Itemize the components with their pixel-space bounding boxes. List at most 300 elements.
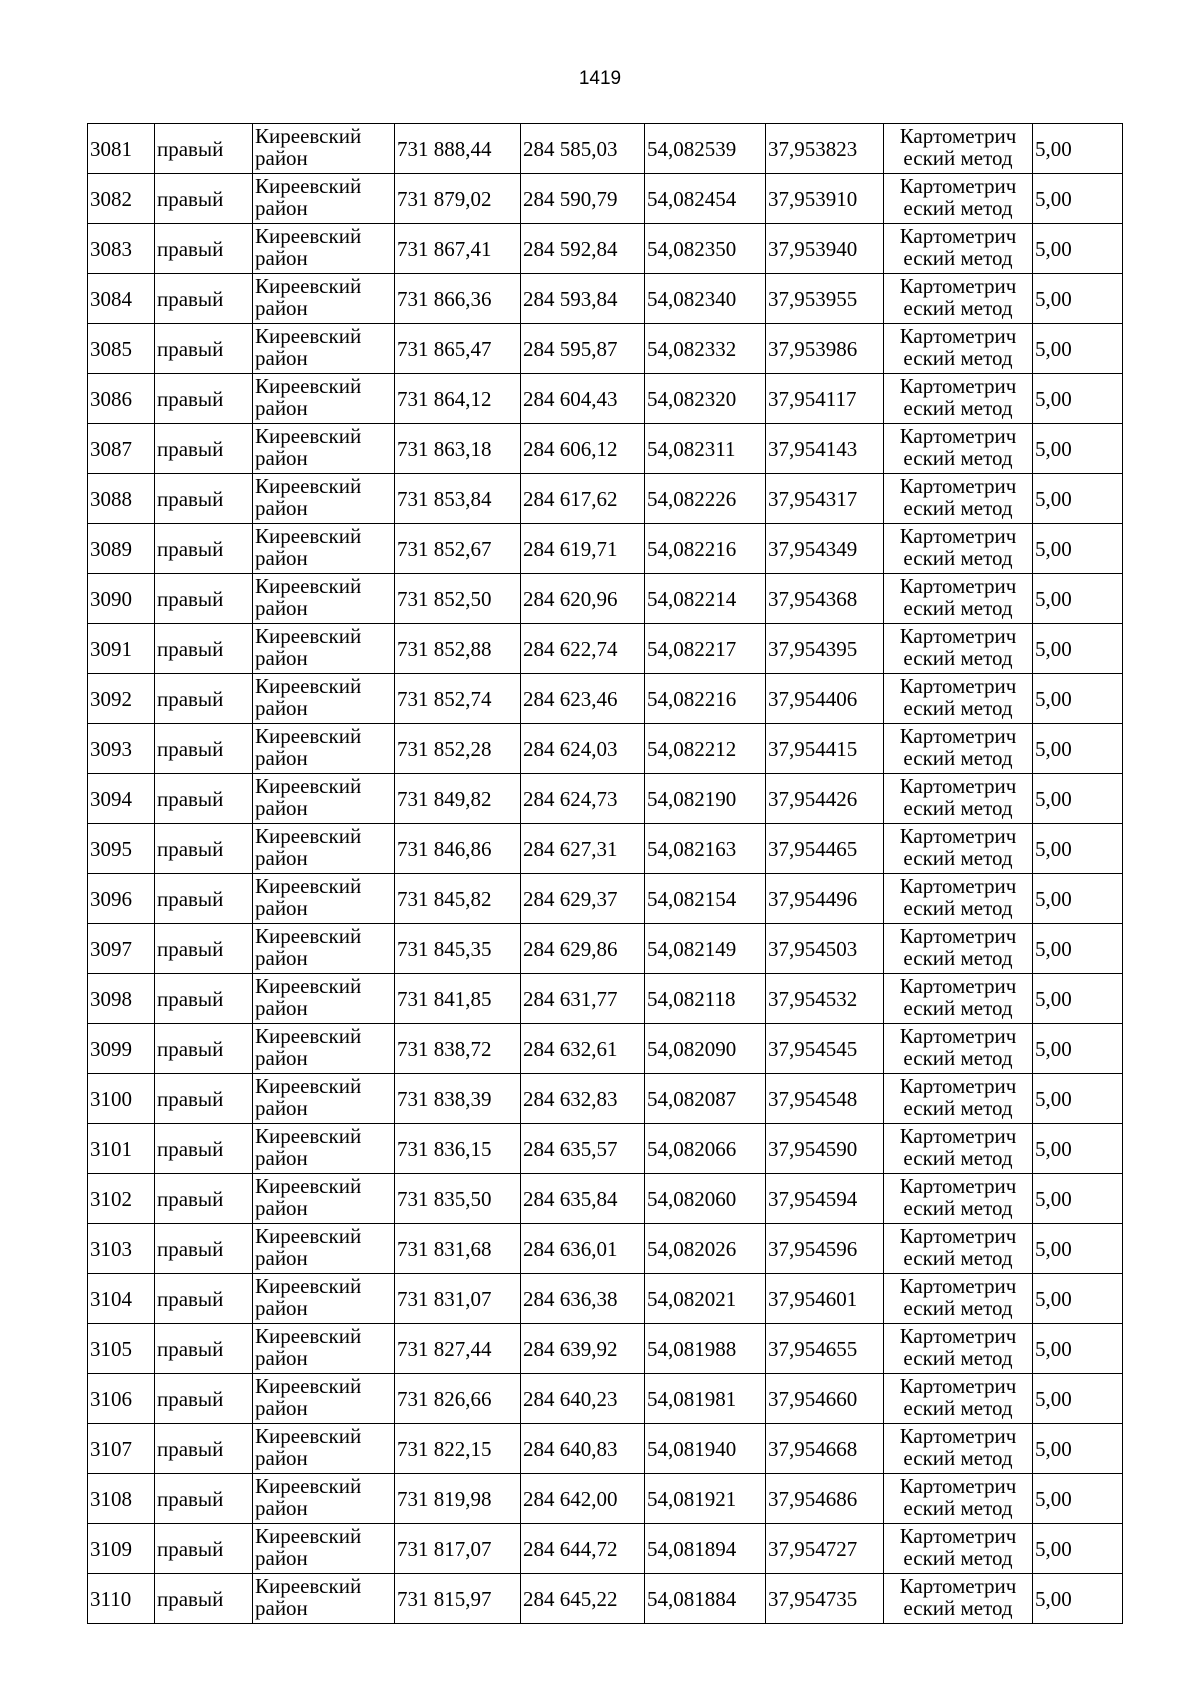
latitude-cell: 54,082190	[645, 774, 766, 824]
method-cell: Картометрич еский метод	[884, 1224, 1033, 1274]
accuracy-cell: 5,00	[1033, 1074, 1123, 1124]
y-coordinate-cell: 284 622,74	[521, 624, 645, 674]
longitude-cell: 37,954660	[766, 1374, 884, 1424]
bank-side-cell: правый	[155, 524, 253, 574]
point-number-cell: 3084	[88, 274, 155, 324]
accuracy-cell: 5,00	[1033, 1474, 1123, 1524]
table-row	[88, 1024, 1123, 1074]
bank-side-cell: правый	[155, 1374, 253, 1424]
longitude-cell: 37,954668	[766, 1424, 884, 1474]
y-coordinate-cell: 284 640,23	[521, 1374, 645, 1424]
y-coordinate-cell: 284 636,38	[521, 1274, 645, 1324]
y-coordinate-cell: 284 595,87	[521, 324, 645, 374]
table-row	[88, 1074, 1123, 1124]
bank-side-cell: правый	[155, 274, 253, 324]
latitude-cell: 54,082311	[645, 424, 766, 474]
method-cell: Картометрич еский метод	[884, 1574, 1033, 1624]
method-cell: Картометрич еский метод	[884, 374, 1033, 424]
district-cell: Киреевский район	[253, 1474, 395, 1524]
accuracy-cell: 5,00	[1033, 1274, 1123, 1324]
longitude-cell: 37,954590	[766, 1124, 884, 1174]
method-cell: Картометрич еский метод	[884, 1474, 1033, 1524]
longitude-cell: 37,953823	[766, 124, 884, 174]
district-cell: Киреевский район	[253, 524, 395, 574]
x-coordinate-cell: 731 865,47	[395, 324, 521, 374]
bank-side-cell: правый	[155, 474, 253, 524]
method-cell: Картометрич еский метод	[884, 874, 1033, 924]
point-number-cell: 3094	[88, 774, 155, 824]
accuracy-cell: 5,00	[1033, 624, 1123, 674]
latitude-cell: 54,082060	[645, 1174, 766, 1224]
bank-side-cell: правый	[155, 574, 253, 624]
accuracy-cell: 5,00	[1033, 224, 1123, 274]
district-cell: Киреевский район	[253, 1024, 395, 1074]
bank-side-cell: правый	[155, 174, 253, 224]
accuracy-cell: 5,00	[1033, 1174, 1123, 1224]
latitude-cell: 54,081894	[645, 1524, 766, 1574]
table-row	[88, 874, 1123, 924]
x-coordinate-cell: 731 864,12	[395, 374, 521, 424]
latitude-cell: 54,081884	[645, 1574, 766, 1624]
accuracy-cell: 5,00	[1033, 424, 1123, 474]
method-cell: Картометрич еский метод	[884, 574, 1033, 624]
bank-side-cell: правый	[155, 1124, 253, 1174]
table-row	[88, 1474, 1123, 1524]
longitude-cell: 37,954545	[766, 1024, 884, 1074]
bank-side-cell: правый	[155, 224, 253, 274]
bank-side-cell: правый	[155, 674, 253, 724]
x-coordinate-cell: 731 841,85	[395, 974, 521, 1024]
method-cell: Картометрич еский метод	[884, 674, 1033, 724]
district-cell: Киреевский район	[253, 974, 395, 1024]
table-row	[88, 474, 1123, 524]
latitude-cell: 54,082350	[645, 224, 766, 274]
table-row	[88, 374, 1123, 424]
point-number-cell: 3110	[88, 1574, 155, 1624]
table-row	[88, 924, 1123, 974]
longitude-cell: 37,954406	[766, 674, 884, 724]
accuracy-cell: 5,00	[1033, 274, 1123, 324]
latitude-cell: 54,082149	[645, 924, 766, 974]
x-coordinate-cell: 731 826,66	[395, 1374, 521, 1424]
x-coordinate-cell: 731 845,35	[395, 924, 521, 974]
y-coordinate-cell: 284 635,84	[521, 1174, 645, 1224]
point-number-cell: 3090	[88, 574, 155, 624]
district-cell: Киреевский район	[253, 1124, 395, 1174]
bank-side-cell: правый	[155, 1574, 253, 1624]
district-cell: Киреевский район	[253, 324, 395, 374]
point-number-cell: 3101	[88, 1124, 155, 1174]
y-coordinate-cell: 284 629,86	[521, 924, 645, 974]
bank-side-cell: правый	[155, 1274, 253, 1324]
longitude-cell: 37,954395	[766, 624, 884, 674]
district-cell: Киреевский район	[253, 674, 395, 724]
x-coordinate-cell: 731 852,88	[395, 624, 521, 674]
method-cell: Картометрич еский метод	[884, 824, 1033, 874]
longitude-cell: 37,954596	[766, 1224, 884, 1274]
x-coordinate-cell: 731 852,74	[395, 674, 521, 724]
method-cell: Картометрич еский метод	[884, 474, 1033, 524]
longitude-cell: 37,954594	[766, 1174, 884, 1224]
point-number-cell: 3109	[88, 1524, 155, 1574]
latitude-cell: 54,082087	[645, 1074, 766, 1124]
longitude-cell: 37,954496	[766, 874, 884, 924]
method-cell: Картометрич еский метод	[884, 774, 1033, 824]
method-cell: Картометрич еский метод	[884, 524, 1033, 574]
table-row	[88, 224, 1123, 274]
longitude-cell: 37,954317	[766, 474, 884, 524]
x-coordinate-cell: 731 866,36	[395, 274, 521, 324]
district-cell: Киреевский район	[253, 624, 395, 674]
x-coordinate-cell: 731 835,50	[395, 1174, 521, 1224]
x-coordinate-cell: 731 831,07	[395, 1274, 521, 1324]
table-row	[88, 1174, 1123, 1224]
district-cell: Киреевский район	[253, 224, 395, 274]
accuracy-cell: 5,00	[1033, 174, 1123, 224]
x-coordinate-cell: 731 852,50	[395, 574, 521, 624]
accuracy-cell: 5,00	[1033, 1374, 1123, 1424]
point-number-cell: 3103	[88, 1224, 155, 1274]
bank-side-cell: правый	[155, 1074, 253, 1124]
longitude-cell: 37,954548	[766, 1074, 884, 1124]
method-cell: Картометрич еский метод	[884, 724, 1033, 774]
latitude-cell: 54,081981	[645, 1374, 766, 1424]
bank-side-cell: правый	[155, 974, 253, 1024]
district-cell: Киреевский район	[253, 1524, 395, 1574]
latitude-cell: 54,082332	[645, 324, 766, 374]
accuracy-cell: 5,00	[1033, 324, 1123, 374]
longitude-cell: 37,954426	[766, 774, 884, 824]
longitude-cell: 37,954727	[766, 1524, 884, 1574]
point-number-cell: 3106	[88, 1374, 155, 1424]
x-coordinate-cell: 731 863,18	[395, 424, 521, 474]
y-coordinate-cell: 284 632,83	[521, 1074, 645, 1124]
latitude-cell: 54,081988	[645, 1324, 766, 1374]
accuracy-cell: 5,00	[1033, 1024, 1123, 1074]
longitude-cell: 37,954601	[766, 1274, 884, 1324]
district-cell: Киреевский район	[253, 124, 395, 174]
accuracy-cell: 5,00	[1033, 924, 1123, 974]
longitude-cell: 37,953910	[766, 174, 884, 224]
method-cell: Картометрич еский метод	[884, 624, 1033, 674]
x-coordinate-cell: 731 853,84	[395, 474, 521, 524]
accuracy-cell: 5,00	[1033, 1524, 1123, 1574]
latitude-cell: 54,082163	[645, 824, 766, 874]
y-coordinate-cell: 284 617,62	[521, 474, 645, 524]
district-cell: Киреевский район	[253, 1374, 395, 1424]
y-coordinate-cell: 284 629,37	[521, 874, 645, 924]
latitude-cell: 54,082454	[645, 174, 766, 224]
district-cell: Киреевский район	[253, 874, 395, 924]
accuracy-cell: 5,00	[1033, 974, 1123, 1024]
accuracy-cell: 5,00	[1033, 1124, 1123, 1174]
district-cell: Киреевский район	[253, 824, 395, 874]
table-row	[88, 674, 1123, 724]
table-row	[88, 1124, 1123, 1174]
bank-side-cell: правый	[155, 1524, 253, 1574]
point-number-cell: 3093	[88, 724, 155, 774]
latitude-cell: 54,082216	[645, 524, 766, 574]
table-row	[88, 574, 1123, 624]
method-cell: Картометрич еский метод	[884, 124, 1033, 174]
method-cell: Картометрич еский метод	[884, 424, 1033, 474]
accuracy-cell: 5,00	[1033, 1224, 1123, 1274]
y-coordinate-cell: 284 642,00	[521, 1474, 645, 1524]
point-number-cell: 3088	[88, 474, 155, 524]
y-coordinate-cell: 284 604,43	[521, 374, 645, 424]
longitude-cell: 37,954143	[766, 424, 884, 474]
x-coordinate-cell: 731 879,02	[395, 174, 521, 224]
x-coordinate-cell: 731 888,44	[395, 124, 521, 174]
x-coordinate-cell: 731 817,07	[395, 1524, 521, 1574]
point-number-cell: 3081	[88, 124, 155, 174]
accuracy-cell: 5,00	[1033, 524, 1123, 574]
y-coordinate-cell: 284 640,83	[521, 1424, 645, 1474]
table-row	[88, 1374, 1123, 1424]
longitude-cell: 37,954349	[766, 524, 884, 574]
longitude-cell: 37,953955	[766, 274, 884, 324]
table-row	[88, 1224, 1123, 1274]
page-number: 1419	[578, 68, 622, 89]
bank-side-cell: правый	[155, 1174, 253, 1224]
y-coordinate-cell: 284 632,61	[521, 1024, 645, 1074]
accuracy-cell: 5,00	[1033, 774, 1123, 824]
point-number-cell: 3092	[88, 674, 155, 724]
point-number-cell: 3097	[88, 924, 155, 974]
table-row	[88, 774, 1123, 824]
longitude-cell: 37,954465	[766, 824, 884, 874]
x-coordinate-cell: 731 831,68	[395, 1224, 521, 1274]
method-cell: Картометрич еский метод	[884, 274, 1033, 324]
accuracy-cell: 5,00	[1033, 1574, 1123, 1624]
x-coordinate-cell: 731 838,39	[395, 1074, 521, 1124]
y-coordinate-cell: 284 631,77	[521, 974, 645, 1024]
bank-side-cell: правый	[155, 1024, 253, 1074]
x-coordinate-cell: 731 846,86	[395, 824, 521, 874]
x-coordinate-cell: 731 822,15	[395, 1424, 521, 1474]
point-number-cell: 3082	[88, 174, 155, 224]
point-number-cell: 3099	[88, 1024, 155, 1074]
bank-side-cell: правый	[155, 774, 253, 824]
method-cell: Картометрич еский метод	[884, 1274, 1033, 1324]
x-coordinate-cell: 731 836,15	[395, 1124, 521, 1174]
point-number-cell: 3087	[88, 424, 155, 474]
method-cell: Картометрич еский метод	[884, 924, 1033, 974]
district-cell: Киреевский район	[253, 424, 395, 474]
latitude-cell: 54,082539	[645, 124, 766, 174]
longitude-cell: 37,953940	[766, 224, 884, 274]
y-coordinate-cell: 284 624,73	[521, 774, 645, 824]
accuracy-cell: 5,00	[1033, 374, 1123, 424]
coordinates-table	[87, 123, 1123, 1624]
longitude-cell: 37,954415	[766, 724, 884, 774]
district-cell: Киреевский район	[253, 574, 395, 624]
bank-side-cell: правый	[155, 324, 253, 374]
table-row	[88, 1324, 1123, 1374]
y-coordinate-cell: 284 635,57	[521, 1124, 645, 1174]
longitude-cell: 37,954368	[766, 574, 884, 624]
y-coordinate-cell: 284 590,79	[521, 174, 645, 224]
y-coordinate-cell: 284 624,03	[521, 724, 645, 774]
x-coordinate-cell: 731 867,41	[395, 224, 521, 274]
district-cell: Киреевский район	[253, 1174, 395, 1224]
table-row	[88, 1274, 1123, 1324]
table-row	[88, 174, 1123, 224]
bank-side-cell: правый	[155, 824, 253, 874]
x-coordinate-cell: 731 838,72	[395, 1024, 521, 1074]
district-cell: Киреевский район	[253, 1074, 395, 1124]
district-cell: Киреевский район	[253, 374, 395, 424]
point-number-cell: 3095	[88, 824, 155, 874]
district-cell: Киреевский район	[253, 774, 395, 824]
accuracy-cell: 5,00	[1033, 574, 1123, 624]
table-row	[88, 124, 1123, 174]
bank-side-cell: правый	[155, 924, 253, 974]
y-coordinate-cell: 284 620,96	[521, 574, 645, 624]
table-body	[88, 124, 1123, 1624]
accuracy-cell: 5,00	[1033, 474, 1123, 524]
y-coordinate-cell: 284 627,31	[521, 824, 645, 874]
district-cell: Киреевский район	[253, 1424, 395, 1474]
point-number-cell: 3100	[88, 1074, 155, 1124]
point-number-cell: 3105	[88, 1324, 155, 1374]
x-coordinate-cell: 731 819,98	[395, 1474, 521, 1524]
table-row	[88, 974, 1123, 1024]
longitude-cell: 37,954117	[766, 374, 884, 424]
district-cell: Киреевский район	[253, 724, 395, 774]
table-row	[88, 274, 1123, 324]
table-row	[88, 624, 1123, 674]
district-cell: Киреевский район	[253, 274, 395, 324]
table-row	[88, 824, 1123, 874]
method-cell: Картометрич еский метод	[884, 174, 1033, 224]
accuracy-cell: 5,00	[1033, 1324, 1123, 1374]
method-cell: Картометрич еский метод	[884, 1374, 1033, 1424]
x-coordinate-cell: 731 852,67	[395, 524, 521, 574]
district-cell: Киреевский район	[253, 1324, 395, 1374]
y-coordinate-cell: 284 645,22	[521, 1574, 645, 1624]
table-row	[88, 1524, 1123, 1574]
latitude-cell: 54,082217	[645, 624, 766, 674]
point-number-cell: 3107	[88, 1424, 155, 1474]
method-cell: Картометрич еский метод	[884, 1024, 1033, 1074]
latitude-cell: 54,082216	[645, 674, 766, 724]
point-number-cell: 3091	[88, 624, 155, 674]
longitude-cell: 37,954503	[766, 924, 884, 974]
table-row	[88, 524, 1123, 574]
x-coordinate-cell: 731 845,82	[395, 874, 521, 924]
district-cell: Киреевский район	[253, 1274, 395, 1324]
method-cell: Картометрич еский метод	[884, 324, 1033, 374]
latitude-cell: 54,081940	[645, 1424, 766, 1474]
latitude-cell: 54,082118	[645, 974, 766, 1024]
y-coordinate-cell: 284 644,72	[521, 1524, 645, 1574]
method-cell: Картометрич еский метод	[884, 1424, 1033, 1474]
bank-side-cell: правый	[155, 1324, 253, 1374]
method-cell: Картометрич еский метод	[884, 1524, 1033, 1574]
district-cell: Киреевский район	[253, 1574, 395, 1624]
accuracy-cell: 5,00	[1033, 124, 1123, 174]
method-cell: Картометрич еский метод	[884, 1324, 1033, 1374]
latitude-cell: 54,082026	[645, 1224, 766, 1274]
bank-side-cell: правый	[155, 724, 253, 774]
longitude-cell: 37,954686	[766, 1474, 884, 1524]
point-number-cell: 3086	[88, 374, 155, 424]
y-coordinate-cell: 284 623,46	[521, 674, 645, 724]
latitude-cell: 54,082226	[645, 474, 766, 524]
x-coordinate-cell: 731 815,97	[395, 1574, 521, 1624]
accuracy-cell: 5,00	[1033, 1424, 1123, 1474]
bank-side-cell: правый	[155, 1224, 253, 1274]
point-number-cell: 3089	[88, 524, 155, 574]
longitude-cell: 37,954735	[766, 1574, 884, 1624]
accuracy-cell: 5,00	[1033, 674, 1123, 724]
accuracy-cell: 5,00	[1033, 824, 1123, 874]
y-coordinate-cell: 284 639,92	[521, 1324, 645, 1374]
method-cell: Картометрич еский метод	[884, 1174, 1033, 1224]
latitude-cell: 54,082154	[645, 874, 766, 924]
point-number-cell: 3098	[88, 974, 155, 1024]
method-cell: Картометрич еский метод	[884, 1074, 1033, 1124]
x-coordinate-cell: 731 827,44	[395, 1324, 521, 1374]
y-coordinate-cell: 284 606,12	[521, 424, 645, 474]
y-coordinate-cell: 284 593,84	[521, 274, 645, 324]
district-cell: Киреевский район	[253, 1224, 395, 1274]
x-coordinate-cell: 731 849,82	[395, 774, 521, 824]
point-number-cell: 3083	[88, 224, 155, 274]
bank-side-cell: правый	[155, 1474, 253, 1524]
point-number-cell: 3085	[88, 324, 155, 374]
bank-side-cell: правый	[155, 874, 253, 924]
y-coordinate-cell: 284 592,84	[521, 224, 645, 274]
latitude-cell: 54,082212	[645, 724, 766, 774]
y-coordinate-cell: 284 619,71	[521, 524, 645, 574]
district-cell: Киреевский район	[253, 174, 395, 224]
latitude-cell: 54,082340	[645, 274, 766, 324]
point-number-cell: 3096	[88, 874, 155, 924]
latitude-cell: 54,081921	[645, 1474, 766, 1524]
table-row	[88, 1424, 1123, 1474]
point-number-cell: 3108	[88, 1474, 155, 1524]
latitude-cell: 54,082021	[645, 1274, 766, 1324]
y-coordinate-cell: 284 585,03	[521, 124, 645, 174]
table-row	[88, 1574, 1123, 1624]
bank-side-cell: правый	[155, 1424, 253, 1474]
point-number-cell: 3104	[88, 1274, 155, 1324]
table-row	[88, 424, 1123, 474]
latitude-cell: 54,082066	[645, 1124, 766, 1174]
x-coordinate-cell: 731 852,28	[395, 724, 521, 774]
longitude-cell: 37,954532	[766, 974, 884, 1024]
method-cell: Картометрич еский метод	[884, 224, 1033, 274]
longitude-cell: 37,953986	[766, 324, 884, 374]
table-row	[88, 324, 1123, 374]
point-number-cell: 3102	[88, 1174, 155, 1224]
district-cell: Киреевский район	[253, 474, 395, 524]
accuracy-cell: 5,00	[1033, 724, 1123, 774]
method-cell: Картометрич еский метод	[884, 1124, 1033, 1174]
bank-side-cell: правый	[155, 374, 253, 424]
district-cell: Киреевский район	[253, 924, 395, 974]
longitude-cell: 37,954655	[766, 1324, 884, 1374]
table-row	[88, 724, 1123, 774]
accuracy-cell: 5,00	[1033, 874, 1123, 924]
latitude-cell: 54,082320	[645, 374, 766, 424]
latitude-cell: 54,082214	[645, 574, 766, 624]
method-cell: Картометрич еский метод	[884, 974, 1033, 1024]
bank-side-cell: правый	[155, 124, 253, 174]
bank-side-cell: правый	[155, 624, 253, 674]
